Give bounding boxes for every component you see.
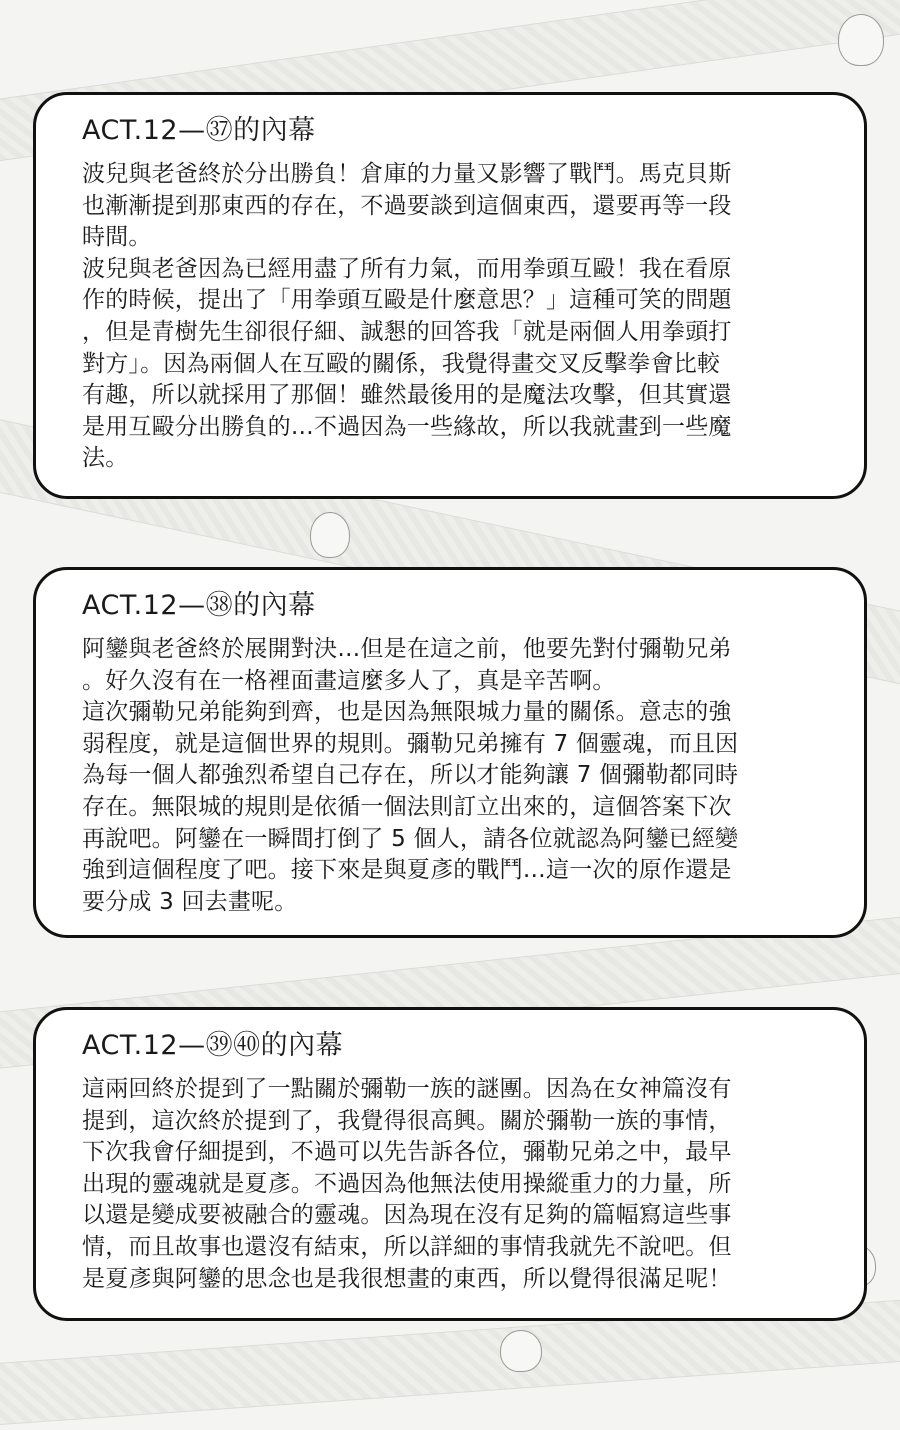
note-panel-act37	[33, 92, 867, 499]
panel-body-text: 阿鑾與老爸終於展開對決…但是在這之前，他要先對付彌勒兄弟 。好久沒有在一格裡面畫這麼多人了，真是辛苦啊。 這次彌勒兄弟能夠到齊，也是因為無限城力量的關係。意志的強 弱程度，就是這個世界的規則。彌勒兄弟擁有 7 個靈魂，而且因 為每一個人都強烈希望自己存在，所以才能夠讓 7 個彌勒都同時 存在。無限城的規則是依循一個法則訂立出來的，這個答案下次 再說吧。阿鑾在一瞬間打倒了 5 個人，請各位就認為阿鑾已經變 強到這個程度了吧。接下來是與夏彥的戰鬥…這一次的原作還是 要分成 3 回去畫呢。	[82, 636, 739, 915]
panel-body-text: 這兩回終於提到了一點關於彌勒一族的謎團。因為在女神篇沒有 提到，這次終於提到了，我覺得很高興。關於彌勒一族的事情， 下次我會仔細提到，不過可以先告訴各位，彌勒兄弟之中，最早 出現的靈魂就是夏彥。不過因為他無法使用操縱重力的力量，所 以還是變成要被融合的靈魂。因為現在沒有足夠的篇幅寫這些事 情，而且故事也還沒有結束，所以詳細的事情我就先不說吧。但 是夏彥與阿鑾的思念也是我很想畫的東西，所以覺得很滿足呢！	[82, 1076, 732, 1292]
background-character-head	[500, 1330, 542, 1372]
panel-title: ACT.12—㊴㊵的內幕	[82, 1030, 344, 1061]
background-character-head	[310, 512, 350, 558]
panel-body-text: 波兒與老爸終於分出勝負！倉庫的力量又影響了戰鬥。馬克貝斯 也漸漸提到那東西的存在，不過要談到這個東西，還要再等一段 時間。 波兒與老爸因為已經用盡了所有力氣，而用拳頭互毆！我在看原 作的時候，提出了「用拳頭互毆是什麼意思？」這種可笑的問題 ，但是青樹先生卻很仔細、誠懇的回答我「就是兩個人用拳頭打 對方」。因為兩個人在互毆的關係，我覺得畫交叉反擊拳會比較 有趣，所以就採用了那個！雖然最後用的是魔法攻擊，但其實還 是用互毆分出勝負的…不過因為一些緣故，所以我就畫到一些魔 法。	[82, 161, 732, 472]
note-panel-act39-40	[33, 1007, 867, 1321]
note-panel-act38	[33, 567, 867, 938]
background-character-head	[838, 14, 884, 66]
panel-title: ACT.12—㊲的內幕	[82, 115, 316, 146]
panel-title: ACT.12—㊳的內幕	[82, 590, 316, 621]
